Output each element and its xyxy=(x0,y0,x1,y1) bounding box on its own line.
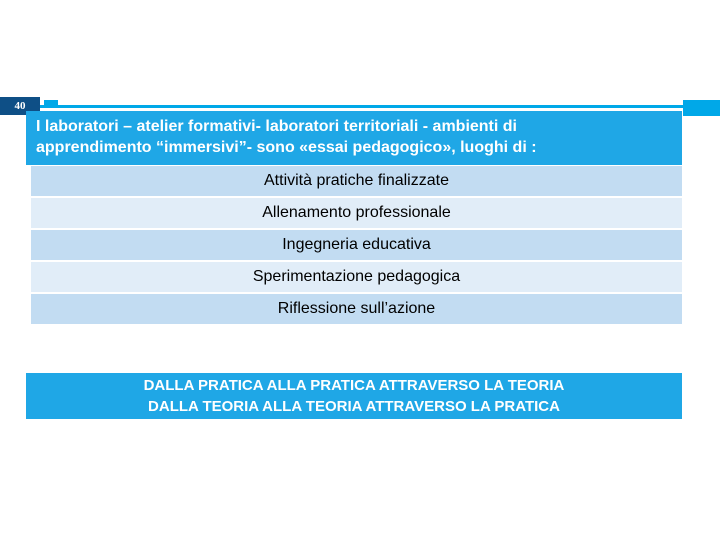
table-row: Sperimentazione pedagogica xyxy=(31,262,682,292)
slide-number: 40 xyxy=(0,97,40,115)
table-row: Allenamento professionale xyxy=(31,198,682,228)
footer-box xyxy=(26,373,682,419)
table-row: Attività pratiche finalizzate xyxy=(31,166,682,196)
footer-line-2: DALLA TEORIA ALLA TEORIA ATTRAVERSO LA PRATICA xyxy=(148,398,560,415)
right-accent-bar xyxy=(683,100,720,116)
top-divider-line xyxy=(0,105,720,108)
header-box xyxy=(26,111,682,165)
footer-line-1: DALLA PRATICA ALLA PRATICA ATTRAVERSO LA TEORIA xyxy=(143,377,565,394)
header-line-2: apprendimento “immersivi”- sono «essai pedagogico», luoghi di : xyxy=(36,139,537,156)
table-row: Ingegneria educativa xyxy=(31,230,682,260)
activities-table xyxy=(31,166,682,326)
table-row: Riflessione sull’azione xyxy=(31,294,682,324)
header-line-1: I laboratori – atelier formativi- laboratori territoriali - ambienti di xyxy=(36,118,517,135)
left-accent-bar xyxy=(44,100,58,108)
